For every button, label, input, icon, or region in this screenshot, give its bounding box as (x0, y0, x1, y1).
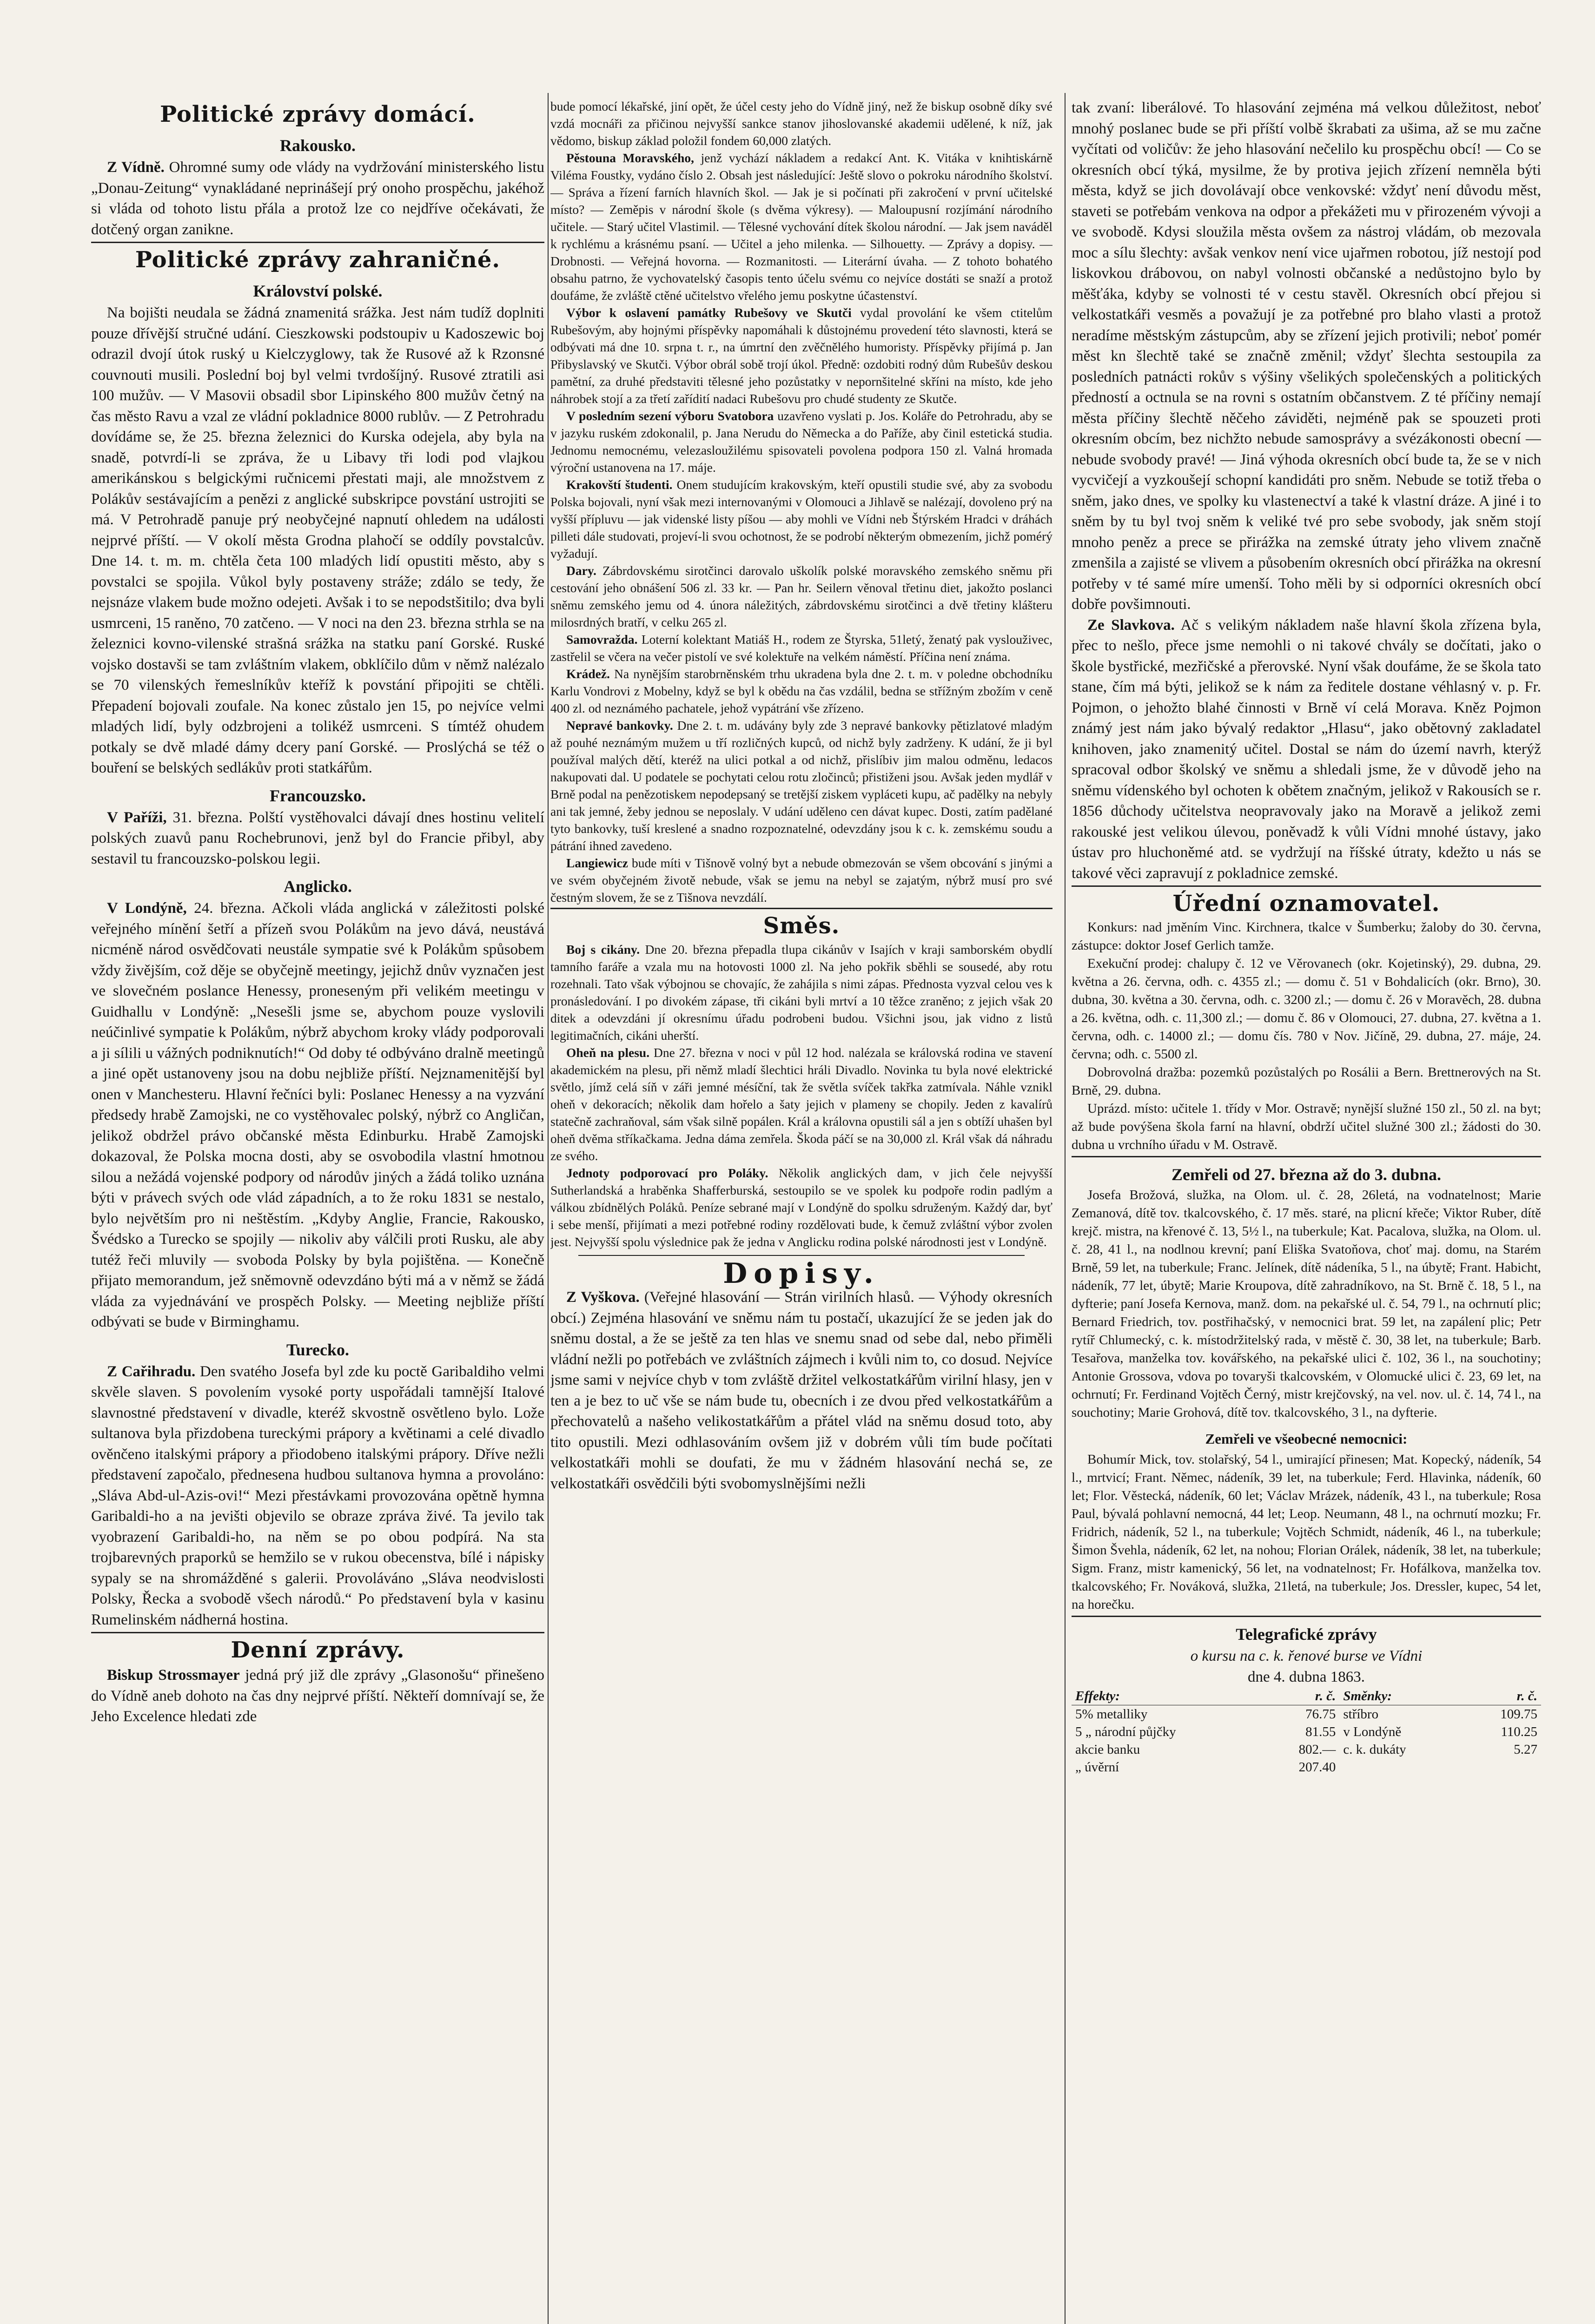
table-cell: akcie banku (1075, 1742, 1140, 1757)
article-lead: Langiewicz (566, 856, 628, 870)
table-cell: 207.40 (1298, 1760, 1336, 1775)
turkey-heading: Turecko. (286, 1340, 350, 1359)
news-item (550, 562, 1052, 631)
header-unit: r. č. (1463, 1687, 1541, 1705)
miscellany-title: Směs. (763, 913, 840, 939)
notice-item: Uprázd. místo: učitele 1. třídy v Mor. Ostravě; nynější služné 150 zl., 50 zl. na byt; až bude povýšena škola farní na hlavní, obdrží učitel služné 300 zl.; žádosti do 30. dubna u vrchního úřadu v M. Ostravě. (1072, 1101, 1541, 1152)
poland-article: Na bojišti neudala se žádná znamenitá srážka. Jest nám tudíž doplniti pouze dřívější stručné udání. Cieszkowski podstoupiv u Kadoszewic boj odrazil dvojí útok ruský u Kielczyglowy, tak že Rusové až k Rzonsné couvnouti musili. Poslední boj byl velmi tvrdošíjný. Rusové ztratili asi 100 mužův. — V Masovii obsadil sbor Lipinského 800 mužův četný na čas město Ravu a vzal ze vládní pokladnice 8000 rublův. — Z Petrohradu dovídáme se, že 25. března železnici do Kurska odejela, aby byla na snadě, potvrdí-li se zpráva, že u Libavy tři lodi pod vlajkou amerikánskou s belgickými ručnicemi přestati maji, ale množstvem z Polákův sestávajícím a penězi z anglické subskripce povstání ustrojiti se má. V Petrohradě panuje prý neobyčejné napnutí ohledem na události nejprvé příští. — V okolí města Grodna plahočí se oddíly povstalcův. Dne 14. t. m. m. chtěla četa 100 mladých lidí opustiti město, aby s povstalci se spojila. Vůkol byly postaveny stráže; zdálo se tedy, že nejsnáze vlakem bude možno odejeti. Avšak i to se nepodstšitilo; dva byli usmrceni, 15 raněno, 70 zatčeno. — V noci na den 23. března strhla se na železnici kovno-vilenské strašná srážka na statku paní Gorské. Ruské vojsko dostavši se tam zvláštním vlakem, obklíčilo dům v němž nalézalo se 70 vilenských řemeslníkův kteříž k povstání připojiti se chtěli. Přepadení bojovali zoufale. Na konec zůstalo jen 15, po nejvíce velmi mladých lidí, byly odzbrojeni a tolikéž usmrceni. S tímtéž ohudem potkaly se dvě mladé dámy dcery paní Gorské. — Proslýchá se též o bouření se belských sedlákův proti statkářům. (91, 304, 544, 776)
section-divider (578, 1255, 1025, 1256)
deaths-title: Zemřeli od 27. března až do 3. dubna. (1171, 1165, 1442, 1184)
article-lead: V Paříži, (107, 809, 167, 826)
section-divider (91, 242, 544, 243)
table-cell: „ úvěrní (1075, 1760, 1119, 1775)
article-lead: Ze Slavkova. (1087, 616, 1175, 634)
hospital-deaths-title: Zemřeli ve všeobecné nemocnici: (1205, 1431, 1408, 1447)
article-body: bude míti v Tišnově volný byt a nebude obmezován se všem obcování s jinými a ve svém obyčejném životě nebude, však se jemu na nebyl se zajatým, nýbrž musí pro své čestným slovem, že se z Tišnova nevzdálí. (550, 856, 1052, 905)
article-lead: Výbor k oslavení památky Rubešovy ve Skutči (566, 305, 852, 320)
column-rule (1065, 93, 1066, 2324)
header-effekty: Effekty: (1072, 1687, 1261, 1705)
column-right (1072, 98, 1541, 2324)
article-body: Dne 20. března přepadla tlupa cikánův v Isajích v kraji samborském obydlí tamního faráře a vzala mu na hotovosti 1000 zl. Na jeho pokřik sběhli se sousedé, aby rotu rozehnali. Tato však výbojnou se chovajíc, že zahájila s nimi zápas. Přednosta vyzval celou ves k pronásledování. I po divokém zápase, tři cikáni byli mrtví a 10 těžce zraněno; z jejich však 20 ditek a odevzdáni jí okresnímu úřadu podrobeni budou. Všichni jsou, jak vidno z listů legitimačních, cikáni uherští. (550, 942, 1052, 1043)
official-notices-title: Úřední oznamovatel. (1172, 891, 1440, 917)
article-body: Loterní kolektant Matiáš H., rodem ze Štyrska, 51letý, ženatý pak vyslouživec, zastřelil se včera na večer pistolí ve své kolektuře na velkém náměstí. Příčina není známa. (550, 632, 1052, 664)
table-cell: stříbro (1343, 1707, 1379, 1722)
article-lead: Samovražda. (566, 632, 638, 647)
news-item (550, 304, 1052, 407)
article-body: (Veřejné hlasování — Strán virilních hlasů. — Výhody okresních obcí.) Zejména hlasování ve sněmu nám tu postačí, ukazující že se jeden jak do sněmu dostal, a že se ještě za ten hlas ve snemu snad od sebe dal, nebo přiměli vládní nežli po potřebách ve zvláštních zájmech i kvůli nim to, co dosud. Nejvíce jsme sami v nejvíce chyb v tom zvláště držitel velkostatkářům virilní hlasy, jen v ten a je bez to uč vše se nám bude tu, obecních i ze dvou před velkostatkářům a přechovatelů a našeho velikostatkářům a přátel vlád na sněmu dosud toto, aby tito opustili. Mezi odhlasováním ovšem již v dobrém vůli tím bude počítati velkostatkáři mohli se doufati, že mu v žádném hlasování nechá se, ze velkostatkáři osvědčili býti svobomyslnějšími nežli (550, 1289, 1052, 1492)
article-body: Dne 27. března v noci v půl 12 hod. nalézala se královská rodina ve stavení akademickém na plesu, při němž mladí šlechtici hráli Divadlo. Novinka tu byla nové elektrické světlo, jímž celá síň v záři jemné mésíční, tak že světla svíček takřka zatmívala. Náhle vznikl oheň v dekoracích; několik dam hořelo a šaty jejich v plameny se chopily. Jeden z kavalírů statečně zachraňoval, sám však silně popálen. Král a královna opustili sál a jen s obtíží uhašen byl oheň dvěma stříkačkama. Jedna dáma zemřela. Škoda páčí se na 30,000 zl. Král však dá náhradu ze svého. (550, 1045, 1052, 1163)
column-left (91, 98, 544, 2324)
notice-item: Dobrovolná dražba: pozemků pozůstalých po Rosálii a Bern. Brettnerových na St. Brně, 29. dubna. (1072, 1065, 1541, 1098)
section-divider (550, 908, 1052, 909)
article-lead: Oheň na plesu. (566, 1045, 650, 1060)
table-row (1072, 1741, 1541, 1758)
table-cell: 5.27 (1514, 1742, 1537, 1757)
news-item (550, 854, 1052, 906)
article-lead: Dary. (566, 563, 596, 578)
news-item (550, 717, 1052, 854)
section-divider (1072, 1616, 1541, 1617)
letter-item (550, 1287, 1052, 1494)
news-item (550, 476, 1052, 562)
section-divider (91, 1632, 544, 1633)
telegraph-date: dne 4. dubna 1863. (1247, 1668, 1365, 1685)
column-middle (550, 98, 1052, 2324)
poland-heading: Království polské. (253, 282, 383, 300)
article-lead: Krakovští študenti. (566, 477, 673, 492)
deaths-list: Josefa Brožová, služka, na Olom. ul. č. 28, 26letá, na vodnatelnost; Marie Zemanová, dítě tov. tkalcovského, č. 17 měs. staré, na plicní křeče; Viktor Ruber, dítě krejč. mistra, na křenové č. 13, 5½ l., na tuberkule; Kat. Pacalova, služka, na Olom. ul. č. 28, 41 l., na nodlnou krevní; paní Eliška Svatoňova, choť maj. domu, na Starém Brně, 59 let, na tuberkule; Franc. Jelínek, dítě nádeníka, 5 l., na úbytě; Frant. Habicht, nádeník, 77 let, úbytě; Marie Kroupova, dítě zahradníkovo, na St. Brně č. 18, 5 l., na dyfterie; paní Josefa Kernova, manž. dom. na pekařské ul. č. 54, 79 l., na ochrnutí plic; Bernard Friedrich, tov. postřihačský, v nemocnici brat. 59 let, na zapálení plic; Petr rytíř Chlumecký, c. k. místodržitelský rada, v městě č. 30, 38 let, na tuberkule; Barb. Tesařova, manželka tov. kovářského, na pekařské ulici č. 102, 36 l., na souchotiny; Antonie Grossova, vdova po tovaryši tkalcovském, v Olomucké ulici č. 23, 69 let, na ochrnutí; Fr. Ferdinand Vojtěch Černý, mistr krejčovský, na vel. nov. ul. č. 14, 74 l., na souchotiny; Marie Grohová, dítě tov. tkalcovského, 3 l., na dyfterie. (1072, 1188, 1541, 1420)
article-body: uzavřeno vyslati p. Jos. Koláře do Petrohradu, aby se v jazyku ruském zdokonalil, p. Jana Nerudu do Německa a do Paříže, aby činil estetická studia. Jednomu nemocnému, velezasloužilému spisovateli povolena podpora 150 zl. Valná hromada výroční ustanovena na 17. máje. (550, 409, 1052, 475)
article-body: Ohromné sumy ode vlády na vydržování ministerského listu „Donau-Zeitung“ vynakládané neprinášejí prý onoho prospěchu, jakéhož si vláda od tohoto listu přála a protož lze co nejdříve očekávati, že dotčený organ zanikne. (91, 159, 544, 238)
article-lead: Jednoty podporovací pro Poláky. (566, 1166, 768, 1180)
article-body: 31. března. Polští vystěhovalci dávají dnes hostinu velitelí polských zuavů panu Rochebrunovi, jenž byl do Francie přibyl, aby sestavil tu francouzsko-polskou legii. (91, 809, 544, 867)
domestic-politics-title: Politické zprávy domácí. (160, 101, 476, 127)
article-body: Zábrdovskému sirotčinci darovalo uškolík polské moravského zemského sněmu při cestování jeho obnášení 506 zl. 33 kr. — Pan hr. Seilern věnoval třetinu diet, jakožto poslanci sněmu zemského jemu od 4. února náležitých, zábrdovskému sirotčinci a dvě třetiny klášteru milosrdných bratří, v celku 265 zl. (550, 563, 1052, 629)
column-rule (548, 93, 549, 2324)
table-cell: 109.75 (1500, 1707, 1537, 1722)
section-divider (1072, 1156, 1541, 1157)
notice-item: Konkurs: nad jměním Vinc. Kirchnera, tkalce v Šumberku; žaloby do 30. června, zástupce: doktor Josef Gerlich tamže. (1072, 920, 1541, 953)
article-lead: Z Vyškova. (566, 1289, 640, 1306)
table-header-row (1072, 1687, 1541, 1705)
table-cell: 5% metalliky (1075, 1707, 1148, 1722)
constantinople-article (91, 1361, 544, 1631)
austria-heading: Rakousko. (279, 136, 356, 155)
letters-title: Dopisy. (723, 1257, 880, 1290)
article-body: jedná prý již dle zprávy „Glasonošu“ přinešeno do Vídně aneb dohoto na čas dny nejprvé příští. Někteří domnívají se, že Jeho Excelence hledati zde (91, 1667, 544, 1725)
news-item (550, 941, 1052, 1044)
article-body: Den svatého Josefa byl zde ku poctě Garibaldiho velmi skvěle slaven. S povolením vysoké porty uspořádali tamnější Italové slavnostné představení v divadle, kteréž skvostně osvětleno bylo. Lože sultanova byla přizdobena tureckými prápory a květinami a celé divadlo ověnčeno italskými prápory a přiodobeno italskými prápory. Dříve nežli představení započalo, přednesena hudbou sultanova hymna a provoláno: „Sláva Abd-ul-Azis-ovi!“ Mezi přestávkami provozována opětně hymna Garibaldi-ho a na jevišti objevilo se obraze zpráva živé. Ta jevilo tak vyobrazení Garibaldi-ho, na něm se po obou podpírá. Na sta trojbarevných praporků se hemžilo se v rukou obecenstva, bílé i nápisky sypaly se na shromážděné s galerii. Provoláváno „Sláva neodvislosti Polsky, Řecka a svobodě všech národů.“ Po představení byla v kasinu Rumelinském nádherná hostina. (91, 1363, 544, 1628)
article-lead: V posledním sezení výboru Svatobora (566, 409, 774, 423)
letter-item (1072, 615, 1541, 884)
news-item (550, 1044, 1052, 1164)
table-row (1072, 1758, 1541, 1776)
article-lead: V Londýně, (107, 900, 187, 917)
header-smenky: Směnky: (1339, 1687, 1463, 1705)
daily-news-title: Denní zprávy. (231, 1637, 405, 1663)
article-body: vydal provolání ke všem ctitelům Rubešovým, aby hojnými příspěvky napomáhali k důstojnému provedení této slavnosti, která se odbývati má dne 10. srpna t. r., na úmrtní den zvěčnělého humoristy. Příspěvky přijímá p. Jan Přibyslavský ve Skutči. Výbor obrál sobě trojí úkol. Předně: ozdobiti rodný dům Rubešův deskou pamětní, za druhé představiti tělesné jeho pozůstatky v nepornšitelné skříni na místo, kde jeho náhrobek stojí a za třetí zařídití nadaci Rubešovu pro chudé studenty ze Skutče. (550, 305, 1052, 406)
table-cell: v Londýně (1343, 1724, 1402, 1739)
foreign-politics-title: Politické zprávy zahraničné. (135, 247, 501, 273)
telegraph-subtitle: o kursu na c. k. řenové burse ve Vídni (1190, 1648, 1423, 1664)
london-article (91, 898, 544, 1333)
table-cell (1463, 1758, 1541, 1776)
article-lead: Biskup Strossmayer (107, 1667, 240, 1684)
paris-article (91, 807, 544, 870)
article-body: Na nynějším starobrněnském trhu ukradena byla dne 2. t. m. v poledne obchodníku Karlu Vondrovi z Mobelny, když se byl k obědu na čas vzdálil, bedna se střížným zbožím v ceně 400 zl. od neznámého pachatele, jehož vypátrání vše zřízeno. (550, 667, 1052, 715)
article-lead: Nepravé bankovky. (566, 718, 673, 733)
article-body: jenž vychází nákladem a redakcí Ant. K. Vitáka v knihtiskárně Viléma Foustky, vydáno číslo 2. Obsah jest následující: Ještě slovo o pokroku národního školství. — Správa a řízení farních hlavních škol. — Jak je si počínati při zakročení v první učitelské místo? — Zeměpis v národní škole (s dvěma výkresy). — Maloupusní rozjímání národního učitele. — Starý učitel Vlastimil. — Tělesné vychování dítek školou národní. — Jak jsem naváděl k rychlému a krásnému psaní. — Učitel a jeho milenka. — Silhouetty. — Zprávy a dopisy. — Drobnosti. — Veřejná hovorna. — Rozmanitosti. — Literární úvaha. — Z tohoto bohatého obsahu patrno, že vychovatelský časopis tento účelu svému co nejvíce dostáti se snaží a protož doufáme, že zvláště ctěné učitelstvo vřelého jemu poskytne účastenství. (550, 151, 1052, 303)
article-body: Ač s velikým nákladem naše hlavní škola zřízena byla, přec to nešlo, přece jsme nemohli o ni takové chvály se dočítati, jako o škole bystřické, mezřičské a přerovské. Nyní však doufáme, že se škola tato stane, čím má býti, jelikož se k nám za ředitele dostane véhlasný v. p. Fr. Pojmon, o jehožto blahé činnosti v Brně ví celá Morava. Kněz Pojmon známý jest nám jako bývalý redaktor „Hlasu“, jako obětovný zakladatel knihoven, jako znamenitý učitel. Dostal se nám do území navrh, kterýž spracoval odbor školský ve sněmu a shledali jsme, že v důvodě jeho na sněmu vídenského byl ochoten k obětem značným, jelikož v Rakousích se r. 1856 důchody učitelstva neopravovaly jako na Moravě a jelikož zemi rakouské jest velikou úlevou, poněvadž k vůli Vídni mnohé ústavy, jako ústav pro hluchoněmé atd. se vydržují na říšské útraty, kdežto u nás se takové věci zapravují z pokladnice zemské. (1072, 616, 1541, 882)
article-lead: Z Cařihradu. (107, 1363, 196, 1380)
news-item (550, 631, 1052, 665)
article-body: Několik anglických dam, v jich čele nejvyšší Sutherlandská a hraběnka Shafferburská, sestoupilo se ve spolek ku podpoře rodin padlým a válkou zbídnělých Poláků. Peníze sebrané mají v Londýně do spolku sdruženým. Každý dar, byť i sebe menší, přijímati a mezi potřebné rodiny rozdělovati bude, k čemuž zvláštní výbor zvolen jest. Nejvyšší spolu výslednice pak že jedna v Anglicku rodina polské národnosti jest v Londýně. (550, 1166, 1052, 1249)
article-body: Onem studujícím krakovským, kteří opustili studie své, aby za svobodu Polska bojovali, nyní však mezi internovanými v Olomouci a Jihlavě se nalézají, dovoleno prý na vyšší přípluvu — jak videnské listy píšou — aby mohli ve Vídni neb Štýrském Hradci v dráhách pilleti dále studovati, projeví-li svou ochotnost, že se podrobí některým obmezením, jichž pomérý vyžadují. (550, 477, 1052, 561)
hospital-deaths-list: Bohumír Mick, tov. stolařský, 54 l., umirající přinesen; Mat. Kopecký, nádeník, 54 l., mrtvicí; Frant. Němec, nádeník, 39 let, na tuberkule; Ferd. Hlavinka, nádeník, 60 let; Flor. Věstecká, nádeník, 60 let; Václav Mrázek, nádeník, 43 l., na tuberkule; Rosa Paul, bývalá pohlavní nemocná, 44 let; Leop. Neumann, 48 l., na ochrnutí mozku; Fr. Fridrich, nádeník, 52 l., na tuberkule; Vojtěch Schmidt, nádeník, 46 l., na tuberkule; Šimon Švehla, nádeník, 62 let, na nohou; Florian Orálek, nádeník, 38 let, na tuberkule; Sigm. Franz, mistr kamenický, 56 let, na vodnatelnost; Fr. Hofálkova, manželka tov. tkalcovského; Fr. Nováková, služka, 21letá, na tuberkule; Jos. Dressler, kupec, 54 let, na horečku. (1072, 1452, 1541, 1612)
letter-continuation: tak zvaní: liberálové. To hlasování zejména má velkou důležitost, neboť mnohý poslanec bude se při příští volbě škrabati za ušima, až se mu začne vyčítati od voličův: že jeho hlasování nečelilo ku prospěchu obcí! — Co se okresních obcí týká, mysilme, že by protiva jejich zřízení nemněla býti města, když se jich dovolávají obce venkovské: vždyť není důvodu měst, staveti se potřebám venkova na odpor a překážeti mu v přirozeném vývoji a ve svobodě. Kdysi sloužila města ovšem za nástroj vládám, ob mezovala moc a sílu šlechty: avšak venkov není vice ujařmen robotou, jíž nestojí pod liskovkou drábovou, on nabyl volnosti občanské a nedůstojno bylo by měšťáka, kdyby se volnosti té v cestu stavěl. Okresních obcí přejou si velkostatkáři vesměs a považují je za potřebné pro blaho vlasti a protož neradíme městským zástupcům, aby se zřízení jejich protivili; neboť pomér měst kn šlechtě také se značně změnil; vždyť šlechta sestoupila za posledních patnácti rokův s výšiny všelikých společenských a politických předností a octnula se na rovni s ostatním občanstvem. Z té příčiny nemají města příčiny šlechtě něčeho záviděti, nejméně pak se spouzeti proti okresním obcím, bez nichžto nebude samosprávy a svézákonosti obecní — nebude svobody pravé! — Jiná výhoda okresních obcí bude ta, že se v nich vycvičejí a vyzkoušejí schopní kandidáti pro sněm. Nebude se totiž třeba o sněm, jako dnes, ve spolky ku vlastenectví a také k vlastní dráze. A jiné i to sněm by tu byl tvoj sněm k veliké tvé pro sebe svobody, jak sněm stojí mnoho peněz a prece se přirážka na zemské útraty jeho vlivem značně zmenšila a zajisté se vlivem a působením okresních obcí přirážka na okresní potřeby v té samé míre umenší. Toho měli by si odporníci okresních obcí dobře povšimnouti. (1072, 99, 1541, 613)
news-item (550, 1164, 1052, 1250)
table-cell: 110.25 (1501, 1724, 1537, 1739)
header-unit: r. č. (1261, 1687, 1339, 1705)
section-divider (1072, 885, 1541, 887)
bishop-article (91, 1665, 544, 1727)
table-cell: 76.75 (1305, 1707, 1336, 1722)
table-cell: 802.— (1298, 1742, 1336, 1757)
article-body: Dne 2. t. m. udávány byly zde 3 nepravé bankovky pětizlatové mladým až pouhé neznámým mužem u tří rozličných kupců, od nichž byly zadrženy. K udání, že ji byl používal malých dětí, kteréž na ulici potkal a od nichž, přislíbiv jim malou odměnu, ledacos nakupovati dal. U podatele se pochytati celou rotu zločinců; přistiženi jsou. Avšak jeden mydlář v Brně podal na penězotiskem nepodepsaný se tretější ziskem vypláceti kupu, ač padělky na nebyly ani tak jemné, žeby jednou se neposlaly. V udání uděleno cen dávat kupec. Dosti, zatím padělané tyto bankovky, tuší kreslené a snadno rozpoznatelné, odevzdány jsou k c. k. zemskému soudu a pátrání ihned zavedeno. (550, 718, 1052, 853)
table-cell: 5 „ národní půjčky (1075, 1724, 1176, 1739)
article-lead: Boj s cikány. (566, 942, 640, 957)
notice-item: Exekuční prodej: chalupy č. 12 ve Věrovanech (okr. Kojetinský), 29. dubna, 29. května a 26. června, odh. c. 4355 zl.; — domu č. 51 v Bohdalicích (okr. Brno), 30. dubna, 30. května a 30. června, odh. c. 3200 zl.; — domu č. 26 v Moravěch, 28. dubna a 26. května, odh. c. 11,300 zl.; — domu č. 86 v Olomouci, 27. dubna, 27. května a 1. června, odh. c. 14000 zl.; — domu čís. 780 v Nov. Jičíně, 29. dubna, 27. máje, 24. června; odh. c. 5500 zl. (1072, 956, 1541, 1062)
england-heading: Anglicko. (283, 877, 352, 896)
news-item (550, 407, 1052, 476)
news-item (550, 665, 1052, 717)
table-cell (1339, 1758, 1463, 1776)
news-continuation: bude pomocí lékařské, jiní opět, že účel cesty jeho do Vídně jiný, než že biskup osobně díky své vzdá mocnáři za přičinou nejvyšší sankce stanov jihoslovanské akademii udělené, k níž, jak vědomo, biskup základ položil fondem 60,000 zlatých. (550, 99, 1052, 148)
article-lead: Krádež. (566, 667, 610, 681)
news-item (550, 149, 1052, 304)
article-lead: Z Vídně. (107, 159, 165, 176)
vienna-article (91, 157, 544, 240)
telegraph-title: Telegrafické zprávy (1236, 1625, 1377, 1644)
exchange-rates-table (1072, 1687, 1541, 1776)
table-cell: c. k. dukáty (1343, 1742, 1406, 1757)
table-cell: 81.55 (1305, 1724, 1336, 1739)
france-heading: Francouzsko. (270, 786, 366, 805)
table-row (1072, 1723, 1541, 1741)
table-row (1072, 1705, 1541, 1723)
article-body: 24. března. Ačkoli vláda anglická v záležitosti polské veřejného mínění šetří a přízeň svou Polákům na jevo dává, neustává nicméně národ osvědčovati neustále sympatie své k Polákům spůsobem vždy živějším, což děje se obyčejně meetingy, jejichž dnův vyznačen jest ve slovečném poslance Henessy, proneseným při velikém meetingu v Guidhallu v Londýně: „Nesešli jsme se, abychom pouze vyslovili neúčinlivé sympatie k Polákům, nýbrž abychom kroky vlády podporovali a ji sílili u vážných podniknutích!“ Od doby té odbýváno dralně meetingů a jiné opět ustanoveny jsou na dobu nejbliže příští. Nejznamenitější byl onen v Manchesteru. Hlavní řečníci byli: Poslanec Henessy a na vyzvání předsedy hrabě Zamojski, ne co vystěhovalec polský, nýbrž co Angličan, jelikož obdržel právo občanské města Edinburku. Hrabě Zamojski dokazoval, že Polska mocna dosti, aby se osvobodila vlastní hmotnou silou a nežádá vojenské podpory od národův jiných a žádá toliko uznána býti v právech svých ode vlád západních, a to že roku 1831 se nestalo, bylo největším pro ni neštěstím. „Kdyby Anglie, Francie, Rakousko, Švédsko a Turecko se spojily — nikoliv aby válčili proti Rusku, ale aby tutéž řeči mluvily — svoboda Polsky by byla pojištěna. — Konečně přijato memorandum, jež sněmovně odevzdáno býti má a v němž se žádá vláda za vyjednávání ve prospěch Polsky. — Meeting nejbliže příští odbývati se bude v Birminghamu. (91, 900, 544, 1330)
article-lead: Pěstouna Moravského, (566, 151, 695, 165)
